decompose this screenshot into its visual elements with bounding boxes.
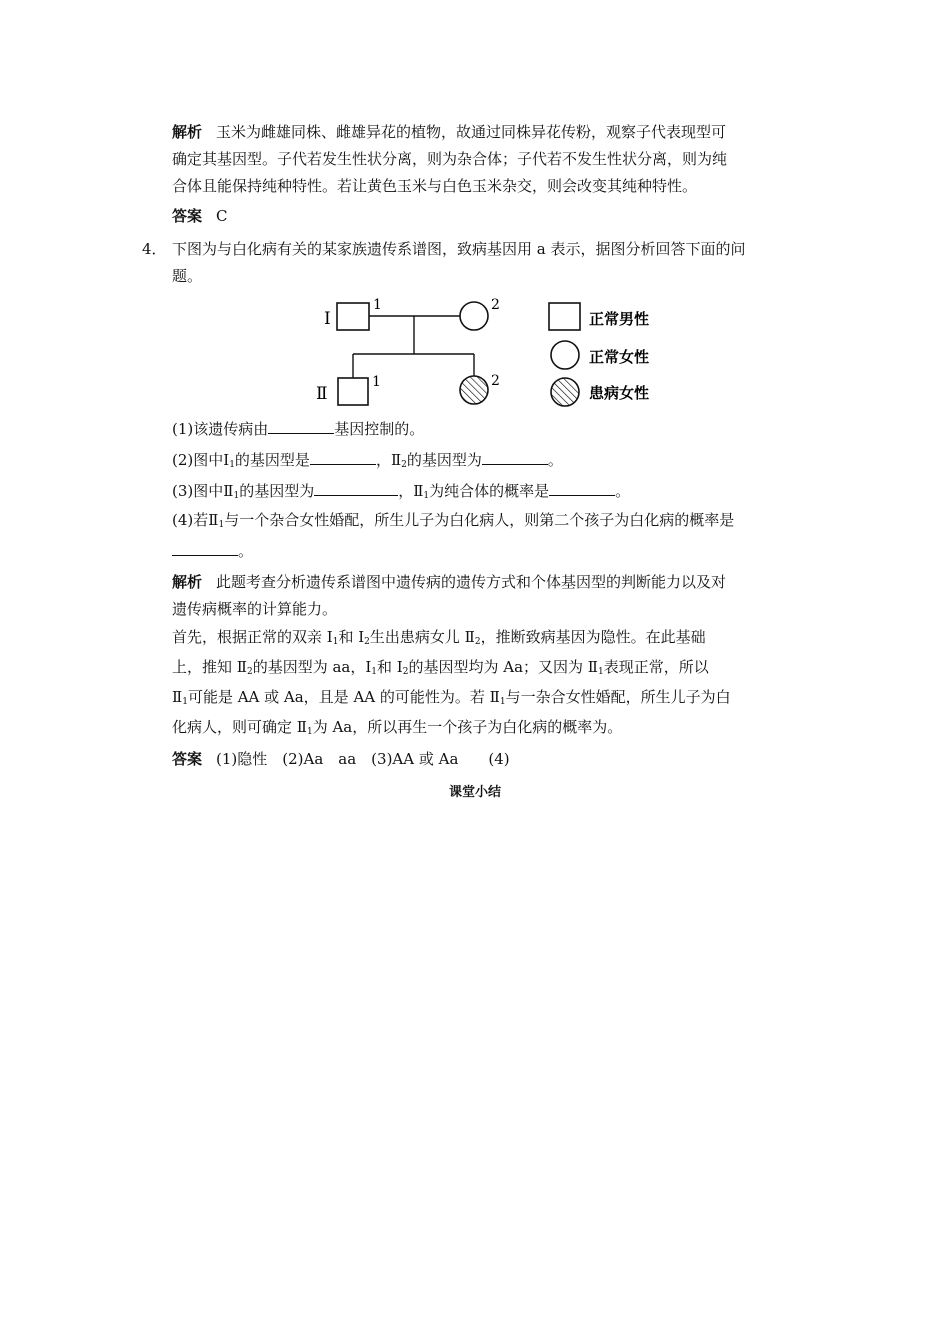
p3-s3: 2 xyxy=(402,667,409,677)
q4-sub2-text-e: 。 xyxy=(547,451,563,469)
answer-blank-4[interactable] xyxy=(314,480,398,496)
answer-blank-1[interactable] xyxy=(268,418,334,434)
p2-a: 首先，根据正常的双亲 Ⅰ xyxy=(172,628,333,646)
p2-b: 和 Ⅰ xyxy=(338,628,365,646)
legend-affected-label: 患病女性 xyxy=(589,384,650,402)
q4-sub4-end: 。 xyxy=(238,542,254,560)
p4-c: 与一杂合女性婚配，所生儿子为白 xyxy=(505,688,731,706)
p2-s1: 1 xyxy=(332,637,339,647)
gen1-female-number: 2 xyxy=(491,297,500,313)
legend-male-label: 正常男性 xyxy=(589,310,650,328)
q4-sub1-text-a: (1)该遗传病由 xyxy=(172,420,269,438)
legend-affected-icon xyxy=(551,378,579,406)
answer-blank-2[interactable] xyxy=(310,449,376,465)
q4-sub2-sub1: 1 xyxy=(229,460,235,470)
gen2-female-number: 2 xyxy=(491,373,500,389)
q4-analysis-line-1 xyxy=(172,572,726,592)
q4-answer-label: 答案 xyxy=(172,750,203,768)
p2-s3: 2 xyxy=(474,637,481,647)
q4-sub2-sub2: 2 xyxy=(401,460,407,470)
q3-analysis-text-1: 玉米为雌雄同株、雌雄异花的植物，故通过同株异花传粉，观察子代表现型可 xyxy=(216,123,727,141)
q4-number: 4． xyxy=(142,240,167,258)
p4-b: 可能是 AA 或 Aa，且是 AA 的可能性为。若 Ⅱ xyxy=(187,688,500,706)
q3-analysis-line-3: 合体且能保持纯种特性。若让黄色玉米与白色玉米杂交，则会改变其纯种特性。 xyxy=(172,177,698,195)
p3-s1: 2 xyxy=(246,667,253,677)
p3-s2: 1 xyxy=(371,667,378,677)
q4-sub4 xyxy=(172,510,734,535)
p2-s2: 2 xyxy=(364,637,370,647)
summary-title: 课堂小结 xyxy=(448,785,501,800)
p3-s4: 1 xyxy=(597,667,604,677)
pedigree-chart xyxy=(300,292,680,414)
q4-analysis-p3 xyxy=(172,657,709,682)
gen1-male-number: 1 xyxy=(373,297,382,313)
q4-sub2 xyxy=(172,449,563,475)
q4-sub2-text-d: 的基因型为 xyxy=(406,451,482,469)
q4-sub2-text-b: 的基因型是 xyxy=(234,451,310,469)
q4-analysis-text-1: 此题考查分析遗传系谱图中遗传病的遗传方式和个体基因型的判断能力以及对 xyxy=(216,573,727,591)
p5-b: 为 Aa，所以再生一个孩子为白化病的概率为。 xyxy=(312,718,623,736)
q4-sub4-text-a: (4)若Ⅱ xyxy=(172,511,219,529)
q4-stem-line-2: 题。 xyxy=(172,267,203,285)
p4-s2: 1 xyxy=(499,697,506,707)
q4-sub1 xyxy=(172,418,424,439)
p5-a: 化病人，则可确定 Ⅱ xyxy=(172,718,307,736)
q3-answer xyxy=(172,206,228,226)
p3-e: 表现正常，所以 xyxy=(603,658,709,676)
q4-stem-line-1: 下图为与白化病有关的某家族遗传系谱图，致病基因用 a 表示，据图分析回答下面的问 xyxy=(172,240,746,258)
legend-male-icon xyxy=(549,303,580,330)
answer-blank-5[interactable] xyxy=(549,480,615,496)
q4-sub2-text-c: ，Ⅱ xyxy=(375,451,402,469)
p3-b: 的基因型为 aa，Ⅰ xyxy=(252,658,372,676)
q3-analysis-label: 解析 xyxy=(172,123,203,141)
p2-c: 生出患病女儿 Ⅱ xyxy=(369,628,475,646)
q3-answer-label: 答案 xyxy=(172,207,203,225)
p3-c: 和 Ⅰ xyxy=(377,658,403,676)
q3-answer-value: C xyxy=(216,207,228,225)
q4-sub3-text-c: ，Ⅱ xyxy=(398,482,424,500)
q4-sub3-text-b: 的基因型为 xyxy=(239,482,315,500)
gen2-affected-female-circle xyxy=(460,376,488,404)
answer-blank-6[interactable] xyxy=(172,540,238,556)
q3-analysis-line-2: 确定其基因型。子代若发生性状分离，则为杂合体；子代若不发生性状分离，则为纯 xyxy=(172,150,728,168)
generation-1-label: Ⅰ xyxy=(324,309,331,329)
q4-analysis-p2 xyxy=(172,627,706,652)
q4-sub2-text-a: (2)图中Ⅰ xyxy=(172,451,230,469)
q4-sub4-text-b: 与一个杂合女性婚配，所生儿子为白化病人，则第二个孩子为白化病的概率是 xyxy=(224,511,735,529)
p4-s1: 1 xyxy=(182,697,188,707)
q4-sub3-text-a: (3)图中Ⅱ xyxy=(172,482,234,500)
p2-d: ，推断致病基因为隐性。在此基础 xyxy=(480,628,706,646)
q4-sub3-text-e: 。 xyxy=(615,482,631,500)
p4-a: Ⅱ xyxy=(172,688,183,706)
q4-sub3-text-d: 为纯合体的概率是 xyxy=(429,482,550,500)
gen2-male-number: 1 xyxy=(372,374,381,390)
q4-analysis-line-2: 遗传病概率的计算能力。 xyxy=(172,600,338,618)
q3-analysis-line-1 xyxy=(172,122,726,142)
q4-answer-value: (1)隐性 (2)Aa aa (3)AA 或 Aa (4) xyxy=(216,750,510,768)
gen1-female-circle xyxy=(460,302,488,330)
legend-female-icon xyxy=(551,341,579,369)
q4-analysis-label: 解析 xyxy=(172,573,203,591)
q4-sub3-sub1: 1 xyxy=(233,491,240,501)
p5-s1: 1 xyxy=(306,727,313,737)
q4-sub1-text-b: 基因控制的。 xyxy=(334,420,425,438)
q4-sub3-sub2: 1 xyxy=(423,491,430,501)
p3-d: 的基因型均为 Aa；又因为 Ⅱ xyxy=(408,658,598,676)
p3-a: 上，推知 Ⅱ xyxy=(172,658,247,676)
q4-analysis-p5 xyxy=(172,717,622,742)
q4-answer xyxy=(172,749,510,769)
q4-sub3 xyxy=(172,480,630,506)
generation-2-label: Ⅱ xyxy=(316,384,328,404)
q4-sub4-sub1: 1 xyxy=(218,520,225,530)
gen2-male-square xyxy=(338,378,368,405)
q4-sub4-cont xyxy=(172,540,253,561)
answer-blank-3[interactable] xyxy=(482,449,548,465)
legend-female-label: 正常女性 xyxy=(589,348,650,366)
q4-analysis-p4 xyxy=(172,687,731,712)
gen1-male-square xyxy=(337,303,369,330)
